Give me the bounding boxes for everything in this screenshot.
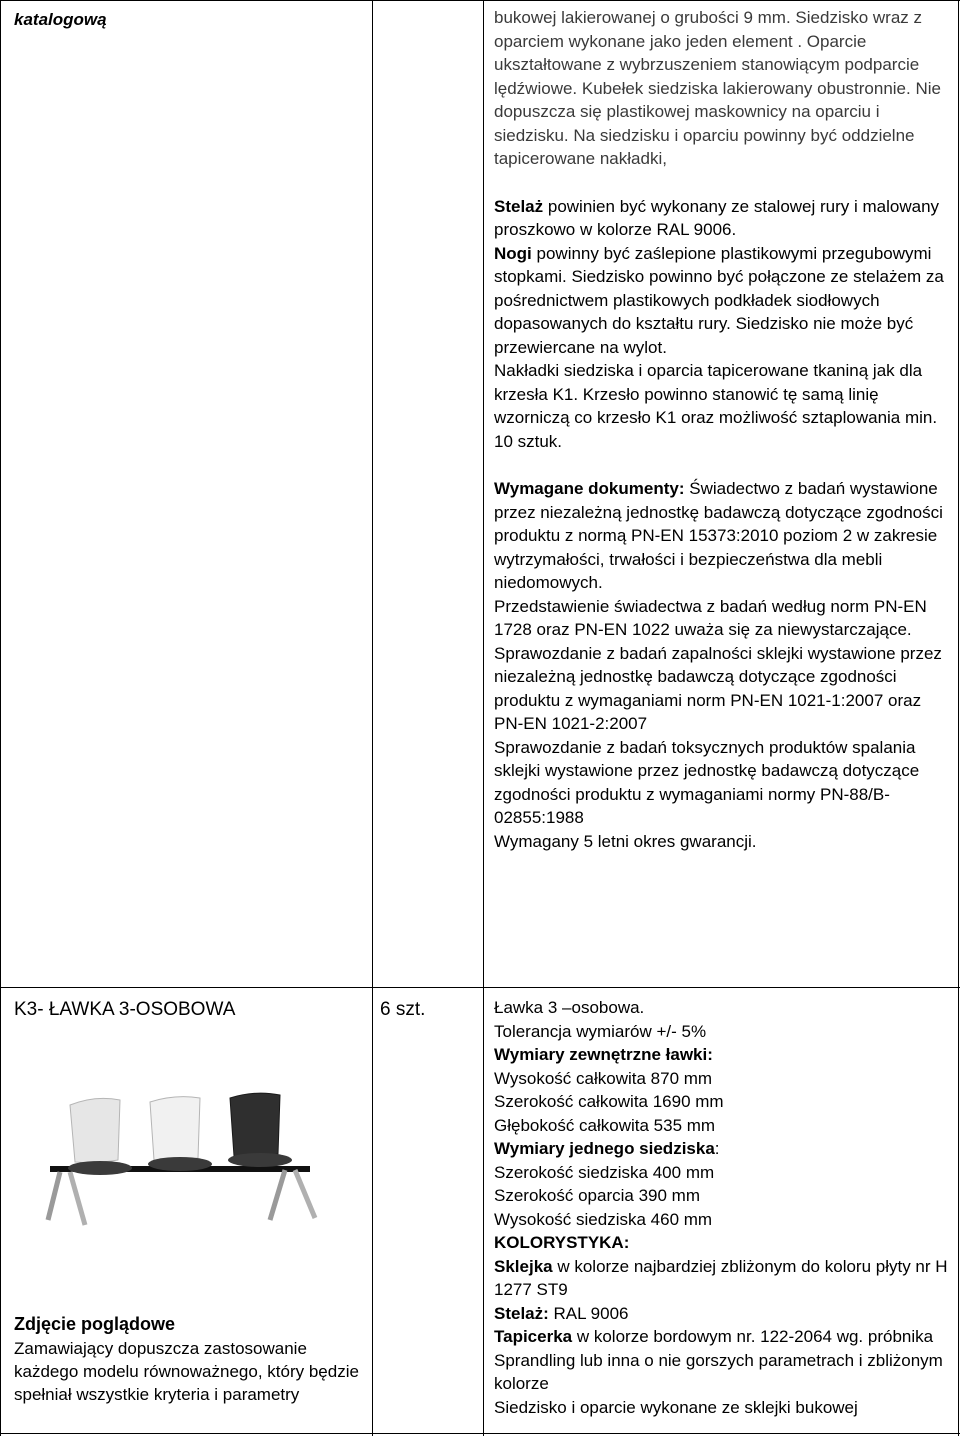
desc-line-5: Szerokość całkowita 1690 mm — [494, 1092, 724, 1111]
frame-color-text: RAL 9006 — [548, 1303, 629, 1323]
frame-text: powinien być wykonany ze stalowej rury i malowany proszkowo w kolorze RAL 9006. — [494, 196, 944, 239]
frame-label: Stelaż — [494, 196, 544, 216]
description-cell-1 — [494, 6, 949, 853]
desc-line-13 — [494, 1302, 949, 1326]
plywood-label: Sklejka — [494, 1256, 553, 1276]
frame-color-label: Stelaż: — [494, 1303, 549, 1323]
legs-label: Nogi — [494, 243, 532, 263]
product-name-cell: katalogową — [14, 10, 107, 29]
row-divider — [0, 987, 960, 988]
desc-line-2: Tolerancja wymiarów +/- 5% — [494, 1021, 707, 1041]
bench-photo — [40, 1080, 340, 1230]
table-border-right — [958, 0, 959, 1436]
upholstery-text: w kolorze bordowym nr. 122-2064 wg. próbnika Sprandling lub inna o nie gorszych parametrach i zbliżonym kolorze — [494, 1327, 948, 1393]
description-paragraph-1: bukowej lakierowanej o grubości 9 mm. Siedzisko wraz z oparciem wykonane jako jeden element . Oparcie ukształtowane z wybrzuszeniem stanowiącym podparcie lędźwiowe. Kubełek siedziska lakierowany obustronnie. Nie dopuszcza się plastikowej maskownicy na oparciu i siedzisku. Na siedzisku i oparciu powinny być oddzielne tapicerowane nakładki, — [494, 8, 946, 168]
description-cell-2 — [494, 996, 953, 1419]
desc-line-11 — [494, 1231, 949, 1255]
desc-line-10: Wysokość siedziska 460 mm — [494, 1209, 713, 1229]
photo-note: Zamawiający dopuszcza zastosowanie każdego modelu równoważnego, który będzie spełniał wszystkie kryteria i parametry — [14, 1338, 359, 1404]
desc-line-6: Głębokość całkowita 535 mm — [494, 1115, 716, 1135]
outer-dimensions-label: Wymiary zewnętrzne ławki: — [494, 1045, 713, 1064]
table-divider-2 — [483, 0, 484, 1436]
upholstery-label: Tapicerka — [494, 1327, 573, 1346]
documents-paragraph — [494, 477, 949, 595]
pads-paragraph: Nakładki siedziska i oparcia tapicerowane tkaniną jak dla krzesła K1. Krzesło powinno stanowić tę samą linię wzorniczą co krzesło K1 oraz możliwość sztaplowania min. 10 sztuk. — [494, 361, 942, 451]
table-border-top — [0, 0, 960, 1]
table-border-left — [0, 0, 1, 1436]
desc-line-9: Szerokość oparcia 390 mm — [494, 1186, 700, 1205]
table-divider-1 — [372, 0, 373, 1436]
frame-paragraph — [494, 195, 949, 242]
seat-dimensions-label: Wymiary jednego siedziska — [494, 1139, 715, 1158]
desc-line-15: Siedzisko i oparcie wykonane ze sklejki bukowej — [494, 1397, 858, 1417]
seat-dimensions-colon: : — [714, 1139, 720, 1158]
color-scheme-label: KOLORYSTYKA: — [494, 1233, 630, 1252]
legs-text: powinny być zaślepione plastikowymi przegubowymi stopkami. Siedzisko powinno być połączone ze stelażem za pośrednictwem plastikowych podkładek siodłowych dopasowanych do kształtu rury. Siedzisko nie może być przewiercane na wylot. — [494, 243, 949, 357]
table-border-bottom — [0, 1433, 960, 1434]
product-title: K3- ŁAWKA 3-OSOBOWA — [14, 999, 236, 1020]
desc-line-3 — [494, 1043, 949, 1067]
photo-caption — [14, 1313, 364, 1406]
desc-line-1: Ławka 3 –osobowa. — [494, 998, 645, 1017]
quantity: 6 szt. — [380, 999, 426, 1020]
documents-more: Przedstawienie świadectwa z badań według norm PN-EN 1728 oraz PN-EN 1022 uważa się za niewystarczające. Sprawozdanie z badań zapalności sklejki wystawione przez niezależną jednostkę badawczą dotyczące zgodności produktu z wymaganiami norm PN-EN 1021-1:2007 oraz PN-EN 1021-2:2007 Sprawozdanie z badań toksycznych produktów spalania sklejki wystawione przez jednostkę badawczą dotyczące zgodności produktu z wymaganiami normy PN-88/B-02855:1988 Wymagany 5 letni okres gwarancji. — [494, 596, 942, 851]
photo-label: Zdjęcie poglądowe — [14, 1314, 176, 1334]
desc-line-7 — [494, 1137, 949, 1161]
desc-line-14 — [494, 1325, 949, 1396]
legs-paragraph — [494, 242, 949, 360]
desc-line-4: Wysokość całkowita 870 mm — [494, 1068, 713, 1088]
bench-illustration-icon — [40, 1080, 340, 1230]
documents-text: Świadectwo z badań wystawione przez niezależną jednostkę badawczą dotyczące zgodności produktu z normą PN-EN 15373:2010 poziom 2 w zakresie wytrzymałości, trwałości i bezpieczeństwa dla mebli niedomowych. — [494, 479, 948, 592]
desc-line-12 — [494, 1255, 953, 1302]
desc-line-8: Szerokość siedziska 400 mm — [494, 1162, 715, 1182]
documents-label: Wymagane dokumenty: — [494, 479, 685, 498]
plywood-text: w kolorze najbardziej zbliżonym do koloru płyty nr H 1277 ST9 — [494, 1256, 953, 1299]
